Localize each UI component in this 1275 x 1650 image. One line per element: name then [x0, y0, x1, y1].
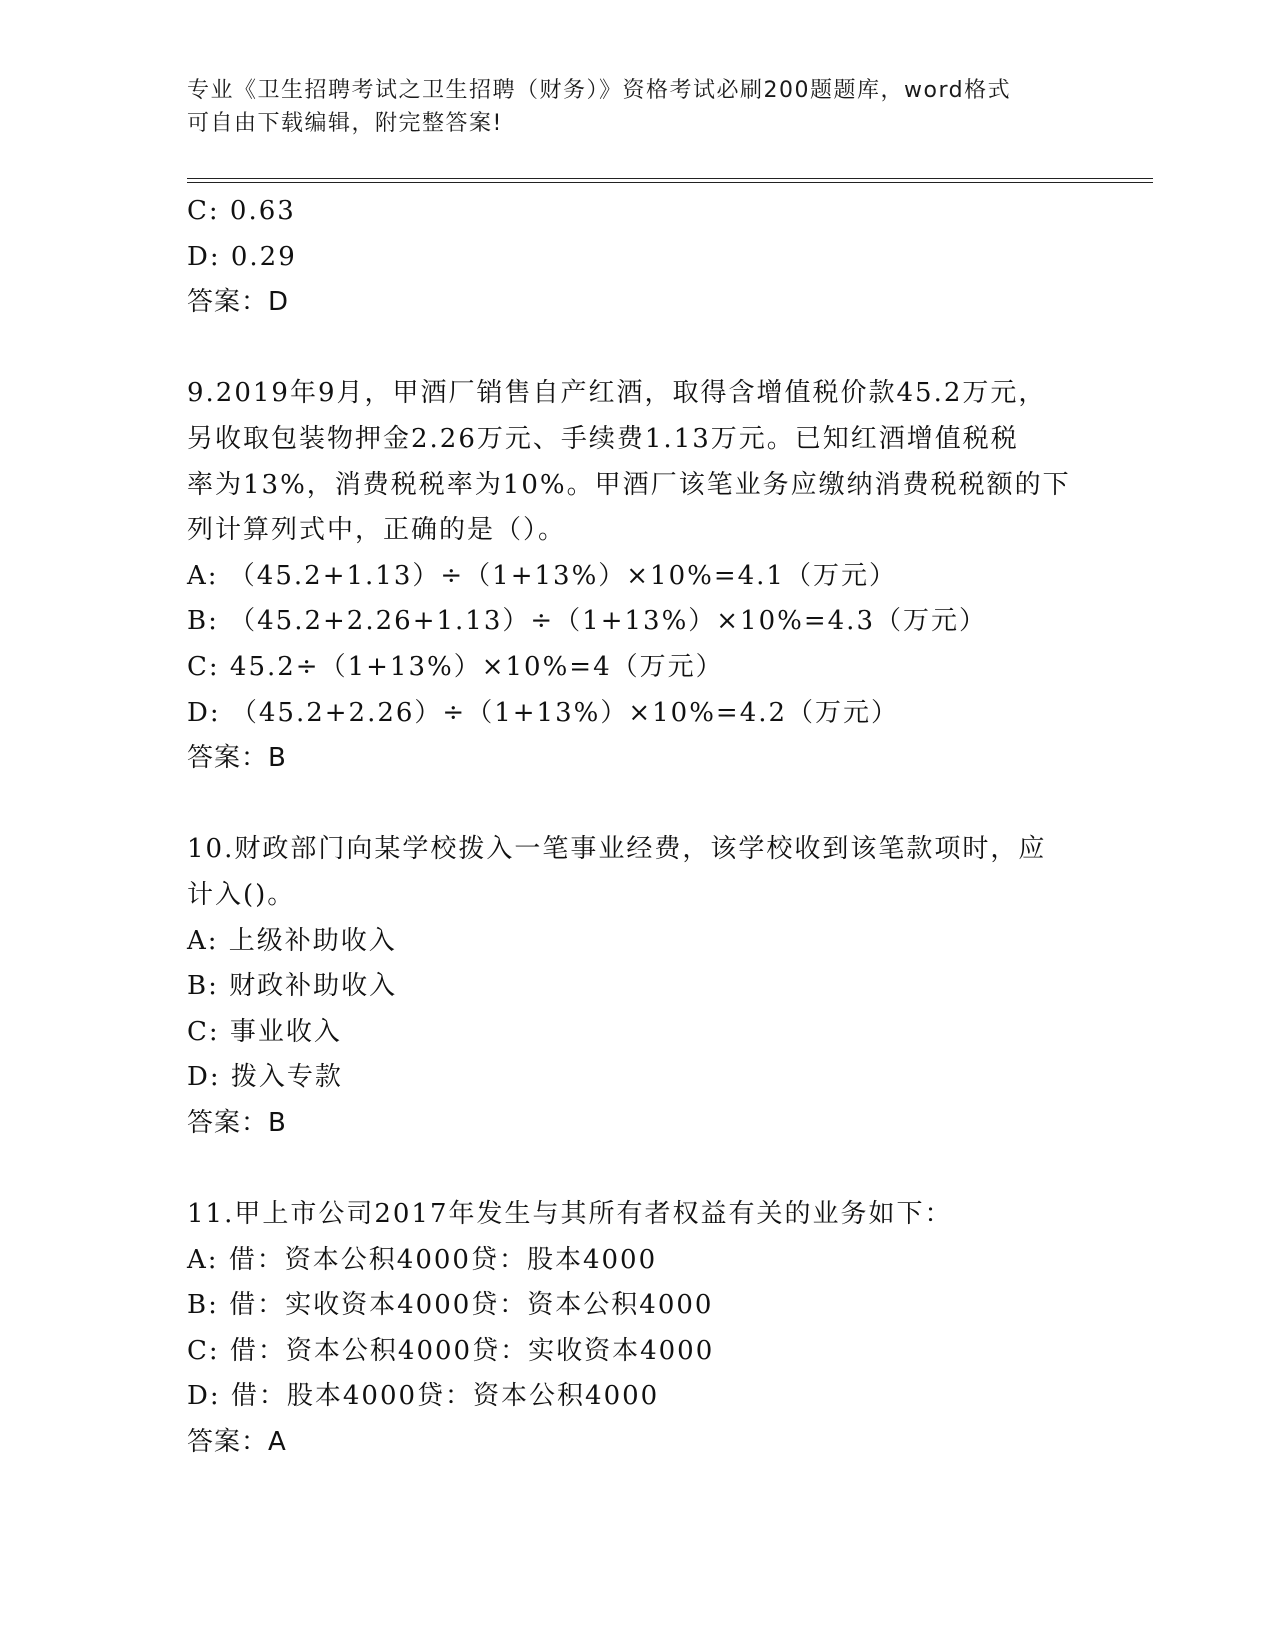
question-stem-line: 10.财政部门向某学校拨入一笔事业经费，该学校收到该笔款项时，应	[187, 834, 1047, 865]
option-b: B: （45.2+2.26+1.13）÷（1+13%）×10%=4.3（万元）	[187, 606, 987, 637]
option-a: A: 借：资本公积4000贷：股本4000	[187, 1244, 658, 1275]
answer-line: 答案：B	[187, 1107, 287, 1138]
question-10	[187, 827, 1087, 1146]
option-a: A: 上级补助收入	[187, 925, 397, 956]
answer-line: 答案：A	[187, 1427, 287, 1458]
spacer	[187, 1146, 1087, 1192]
option-c: C: 0.63	[187, 196, 296, 226]
option-d: D: 拨入专款	[187, 1062, 343, 1093]
document-body	[187, 189, 1087, 1466]
option-b: B: 借：实收资本4000贷：资本公积4000	[187, 1290, 714, 1321]
option-d: D: 借：股本4000贷：资本公积4000	[187, 1381, 660, 1412]
question-stem-line: 11.甲上市公司2017年发生与其所有者权益有关的业务如下：	[187, 1199, 953, 1230]
question-stem-line: 计入()。	[187, 879, 296, 910]
previous-question-options	[187, 189, 1087, 280]
question-11	[187, 1192, 1087, 1466]
option-d: D: 0.29	[187, 241, 297, 272]
header-divider	[187, 178, 1153, 183]
spacer	[187, 782, 1087, 828]
answer-line: 答案：D	[187, 287, 290, 318]
option-d: D: （45.2+2.26）÷（1+13%）×10%=4.2（万元）	[187, 697, 900, 728]
option-b: B: 财政补助收入	[187, 971, 398, 1002]
header-title-line-1: 专业《卫生招聘考试之卫生招聘（财务）》资格考试必刷200题题库，word格式	[187, 78, 1012, 103]
question-stem-line: 列计算列式中，正确的是（）。	[187, 515, 567, 546]
question-stem-line: 率为13%，消费税税率为10%。甲酒厂该笔业务应缴纳消费税税额的下	[187, 469, 1071, 500]
option-a: A: （45.2+1.13）÷（1+13%）×10%=4.1（万元）	[187, 560, 897, 591]
question-stem-line: 9.2019年9月，甲酒厂销售自产红酒，取得含增值税价款45.2万元，	[187, 378, 1047, 409]
option-c: C: 事业收入	[187, 1016, 342, 1047]
header-title-line-2: 可自由下载编辑，附完整答案!	[187, 111, 503, 136]
answer-line: 答案：B	[187, 743, 287, 774]
question-stem-line: 另收取包装物押金2.26万元、手续费1.13万元。已知红酒增值税税	[187, 423, 1019, 454]
option-c: C: 45.2÷（1+13%）×10%=4（万元）	[187, 651, 724, 682]
page-header	[187, 74, 1067, 140]
spacer	[187, 326, 1087, 372]
option-c: C: 借：资本公积4000贷：实收资本4000	[187, 1335, 715, 1366]
question-9	[187, 371, 1087, 781]
